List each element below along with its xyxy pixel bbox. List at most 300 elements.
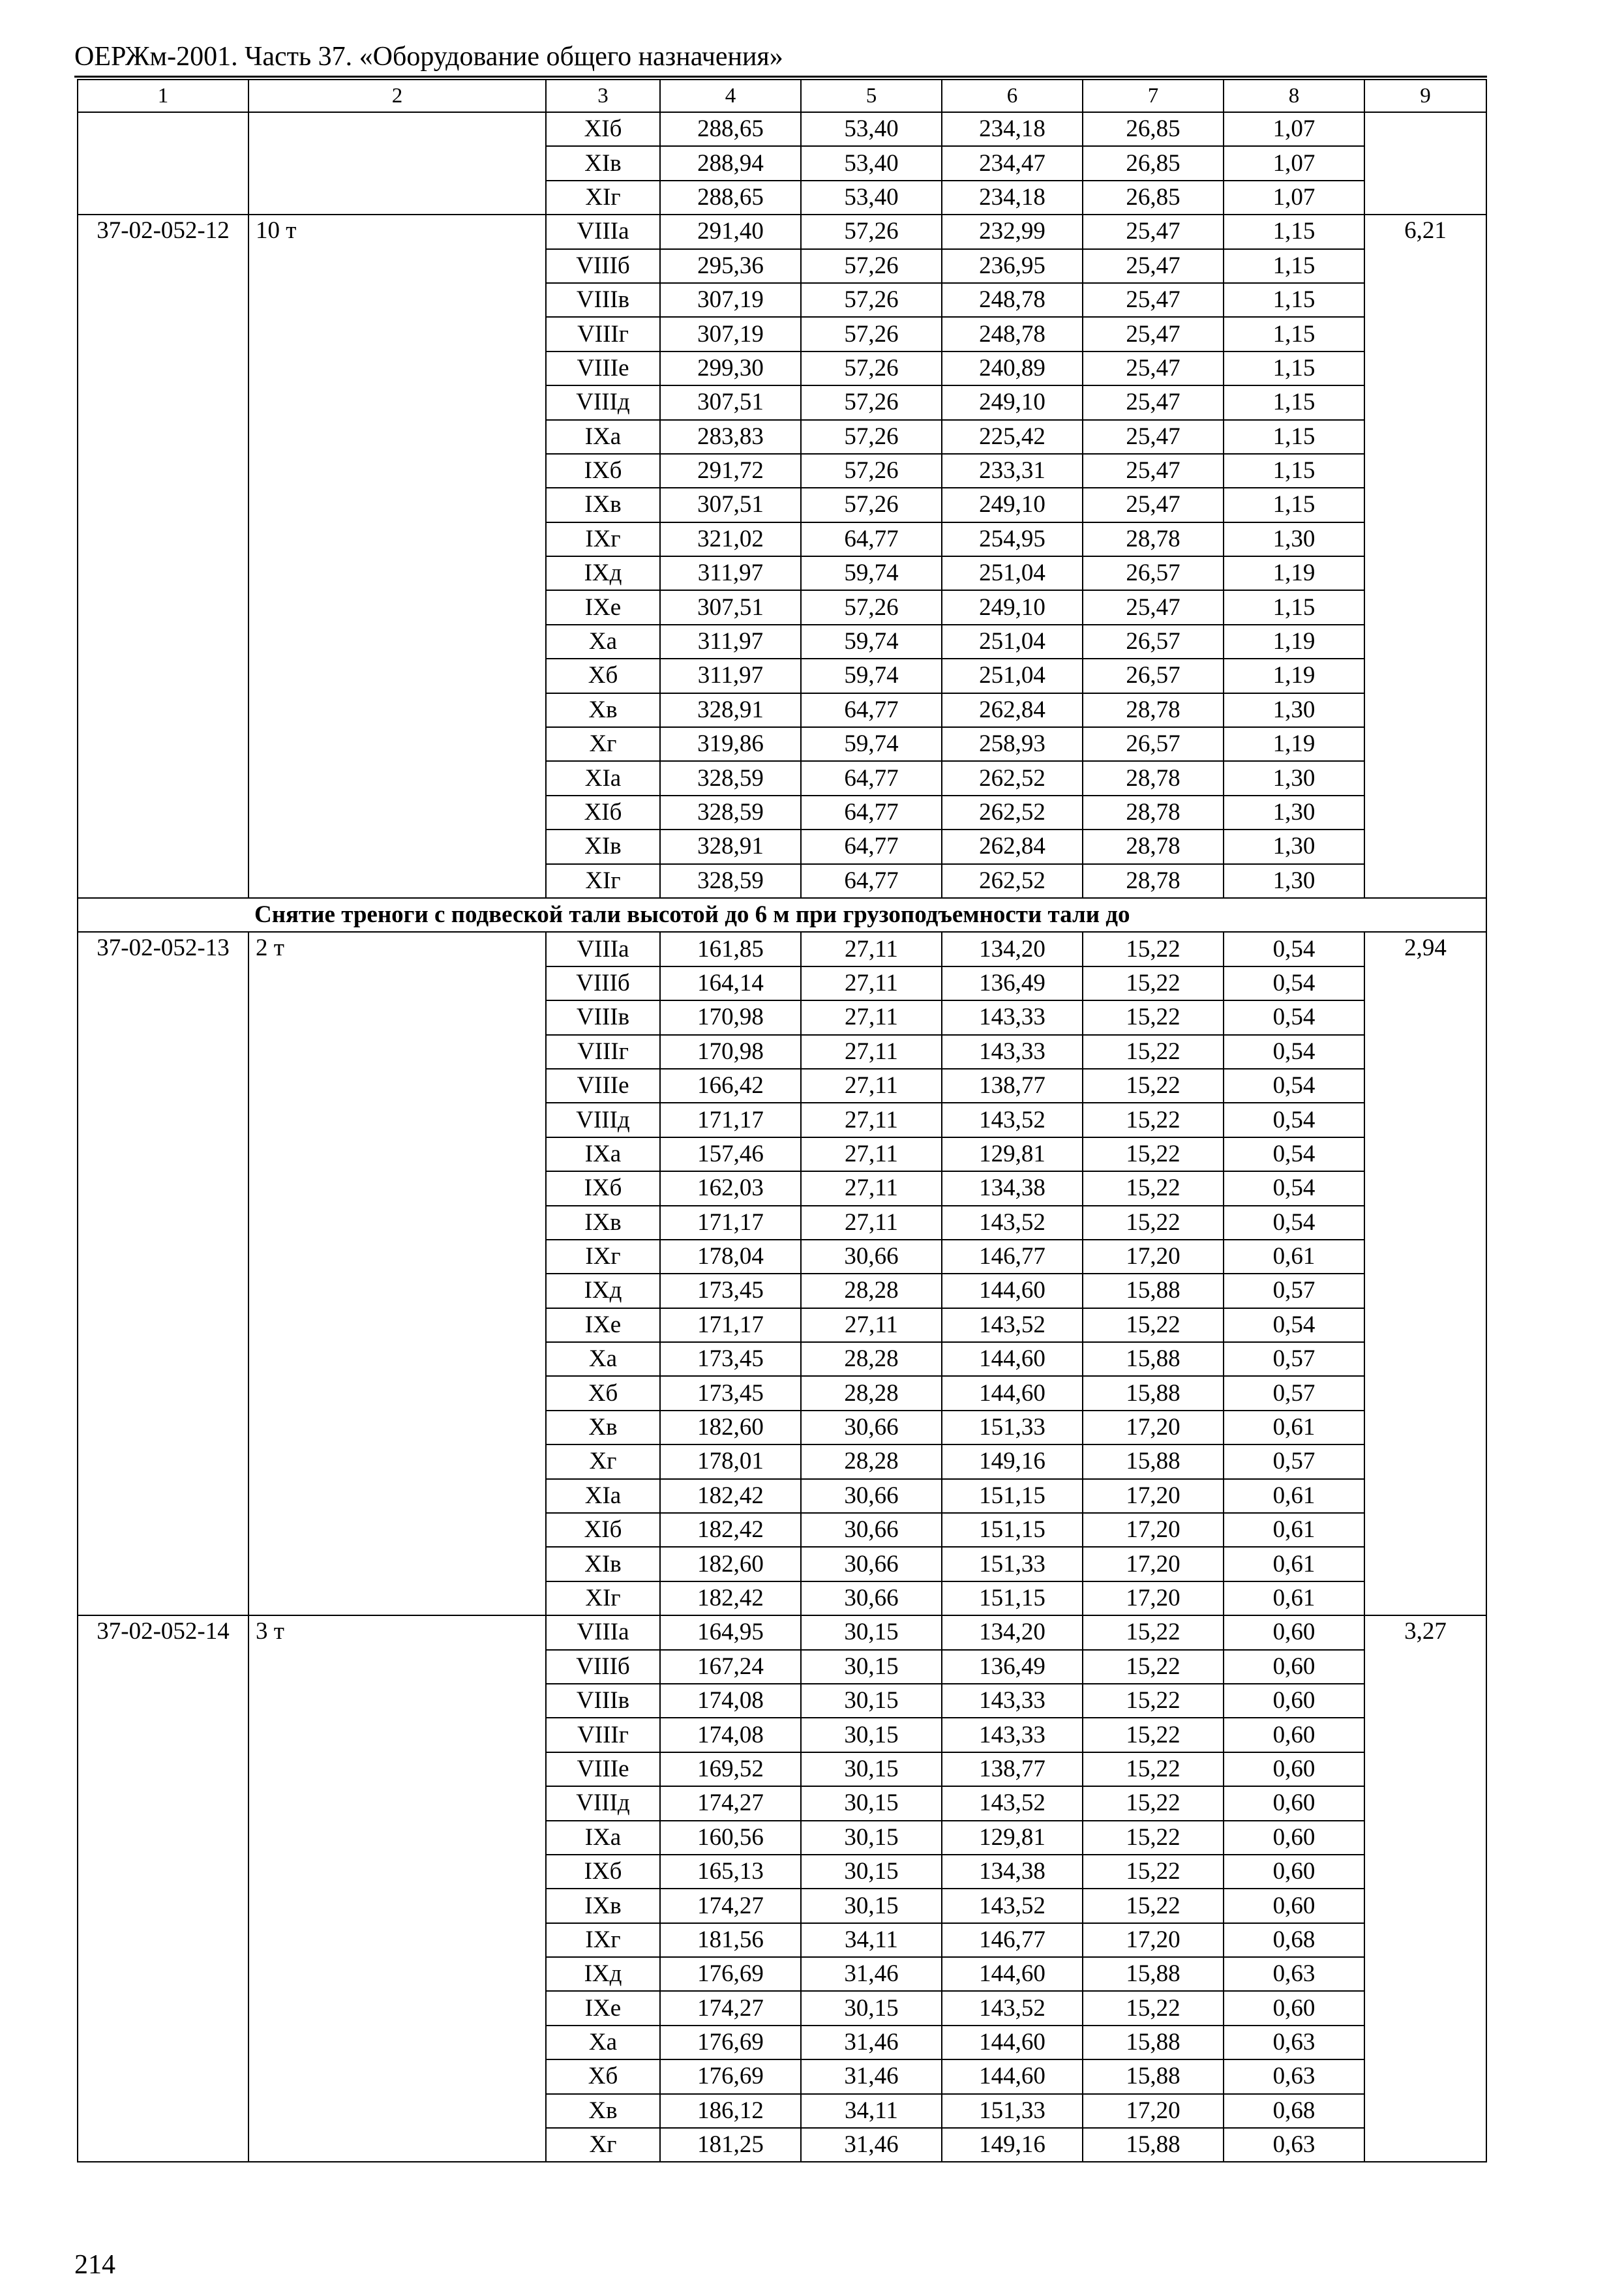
total-cost-cell: 169,52 [660, 1752, 801, 1786]
wages-cell: 57,26 [801, 215, 942, 248]
column-number-cell: 8 [1224, 80, 1364, 112]
table-row [78, 215, 1486, 248]
zone-cell: VIIIб [546, 1650, 660, 1684]
total-cost-cell: 174,08 [660, 1718, 801, 1752]
labor-cost-cell: 0,63 [1224, 2128, 1364, 2162]
wages-cell: 57,26 [801, 249, 942, 283]
zone-cell: Xв [546, 1411, 660, 1444]
machine-cost-cell: 144,60 [942, 1274, 1083, 1308]
total-cost-cell: 319,86 [660, 727, 801, 761]
machine-cost-cell: 136,49 [942, 966, 1083, 1000]
labor-cost-cell: 0,60 [1224, 1889, 1364, 1922]
wages-cell: 27,11 [801, 1308, 942, 1342]
total-cost-cell: 311,97 [660, 659, 801, 693]
machine-cost-cell: 129,81 [942, 1137, 1083, 1171]
machinist-wages-cell: 15,22 [1083, 1035, 1224, 1069]
machine-cost-cell: 249,10 [942, 590, 1083, 624]
wages-cell: 64,77 [801, 830, 942, 863]
machinist-wages-cell: 15,22 [1083, 1991, 1224, 2025]
labor-cost-cell: 0,60 [1224, 1991, 1364, 2025]
labor-cost-cell: 0,63 [1224, 2026, 1364, 2059]
rate-code-cell: 37-02-052-13 [78, 932, 248, 1615]
zone-cell: Xб [546, 1376, 660, 1410]
total-cost-cell: 174,27 [660, 1991, 801, 2025]
page-header-title: ОЕРЖм-2001. Часть 37. «Оборудование общего назначения» [74, 42, 783, 72]
total-cost-cell: 174,08 [660, 1684, 801, 1718]
wages-cell: 30,15 [801, 1786, 942, 1820]
machinist-wages-cell: 17,20 [1083, 1240, 1224, 1274]
machinist-wages-cell: 15,22 [1083, 932, 1224, 966]
col9-cell: 3,27 [1364, 1615, 1486, 2162]
zone-cell: VIIIг [546, 1718, 660, 1752]
wages-cell: 30,66 [801, 1411, 942, 1444]
machine-cost-cell: 151,15 [942, 1581, 1083, 1615]
machine-cost-cell: 143,52 [942, 1991, 1083, 2025]
machine-cost-cell: 143,33 [942, 1718, 1083, 1752]
zone-cell: IXд [546, 1957, 660, 1991]
wages-cell: 57,26 [801, 454, 942, 488]
labor-cost-cell: 1,30 [1224, 693, 1364, 727]
machinist-wages-cell: 28,78 [1083, 796, 1224, 830]
machine-cost-cell: 151,33 [942, 1547, 1083, 1581]
machine-cost-cell: 262,52 [942, 761, 1083, 795]
labor-cost-cell: 0,57 [1224, 1376, 1364, 1410]
machine-cost-cell: 151,33 [942, 2094, 1083, 2128]
zone-cell: VIIIв [546, 1000, 660, 1034]
machine-cost-cell: 143,52 [942, 1103, 1083, 1137]
total-cost-cell: 311,97 [660, 556, 801, 590]
labor-cost-cell: 1,30 [1224, 761, 1364, 795]
zone-cell: VIIIд [546, 385, 660, 419]
zone-cell: IXг [546, 1240, 660, 1274]
labor-cost-cell: 1,15 [1224, 385, 1364, 419]
machine-cost-cell: 236,95 [942, 249, 1083, 283]
machinist-wages-cell: 26,57 [1083, 727, 1224, 761]
labor-cost-cell: 1,15 [1224, 454, 1364, 488]
labor-cost-cell: 0,57 [1224, 1444, 1364, 1478]
wages-cell: 27,11 [801, 1000, 942, 1034]
section-title: Снятие треноги с подвеской тали высотой до 6 м при грузоподъемности тали до [78, 898, 1486, 932]
col9-cell: 2,94 [1364, 932, 1486, 1615]
total-cost-cell: 171,17 [660, 1206, 801, 1240]
total-cost-cell: 173,45 [660, 1376, 801, 1410]
total-cost-cell: 174,27 [660, 1889, 801, 1922]
total-cost-cell: 181,56 [660, 1923, 801, 1957]
machine-cost-cell: 144,60 [942, 1376, 1083, 1410]
total-cost-cell: 295,36 [660, 249, 801, 283]
labor-cost-cell: 0,54 [1224, 1206, 1364, 1240]
wages-cell: 64,77 [801, 522, 942, 556]
zone-cell: VIIIа [546, 932, 660, 966]
zone-cell: IXг [546, 522, 660, 556]
zone-cell: Xа [546, 625, 660, 659]
wages-cell: 31,46 [801, 2026, 942, 2059]
total-cost-cell: 182,42 [660, 1581, 801, 1615]
machine-cost-cell: 232,99 [942, 215, 1083, 248]
wages-cell: 27,11 [801, 1137, 942, 1171]
machinist-wages-cell: 15,22 [1083, 1855, 1224, 1889]
machinist-wages-cell: 17,20 [1083, 1479, 1224, 1513]
column-number-cell: 1 [78, 80, 248, 112]
labor-cost-cell: 0,61 [1224, 1479, 1364, 1513]
machinist-wages-cell: 15,22 [1083, 1103, 1224, 1137]
total-cost-cell: 173,45 [660, 1342, 801, 1376]
capacity-cell [248, 112, 546, 215]
page-number: 214 [74, 2250, 115, 2280]
machine-cost-cell: 134,20 [942, 932, 1083, 966]
machinist-wages-cell: 28,78 [1083, 864, 1224, 898]
table-row [78, 112, 1486, 146]
zone-cell: Xг [546, 2128, 660, 2162]
labor-cost-cell: 0,54 [1224, 1069, 1364, 1103]
machinist-wages-cell: 15,88 [1083, 1957, 1224, 1991]
wages-cell: 31,46 [801, 1957, 942, 1991]
machinist-wages-cell: 17,20 [1083, 1513, 1224, 1547]
zone-cell: VIIIб [546, 249, 660, 283]
labor-cost-cell: 0,57 [1224, 1342, 1364, 1376]
wages-cell: 30,15 [801, 1855, 942, 1889]
wages-cell: 27,11 [801, 932, 942, 966]
labor-cost-cell: 1,15 [1224, 420, 1364, 454]
total-cost-cell: 162,03 [660, 1171, 801, 1205]
zone-cell: VIIIд [546, 1103, 660, 1137]
labor-cost-cell: 0,54 [1224, 966, 1364, 1000]
wages-cell: 30,15 [801, 1752, 942, 1786]
wages-cell: 64,77 [801, 864, 942, 898]
wages-cell: 59,74 [801, 625, 942, 659]
zone-cell: Xв [546, 693, 660, 727]
zone-cell: IXв [546, 1889, 660, 1922]
zone-cell: VIIIе [546, 1752, 660, 1786]
total-cost-cell: 307,51 [660, 488, 801, 522]
wages-cell: 31,46 [801, 2128, 942, 2162]
labor-cost-cell: 0,61 [1224, 1240, 1364, 1274]
wages-cell: 53,40 [801, 146, 942, 180]
machinist-wages-cell: 28,78 [1083, 761, 1224, 795]
total-cost-cell: 283,83 [660, 420, 801, 454]
machine-cost-cell: 144,60 [942, 1957, 1083, 1991]
zone-cell: VIIIа [546, 215, 660, 248]
machinist-wages-cell: 15,22 [1083, 966, 1224, 1000]
zone-cell: IXг [546, 1923, 660, 1957]
zone-cell: VIIIа [546, 1615, 660, 1649]
machine-cost-cell: 234,18 [942, 181, 1083, 215]
total-cost-cell: 181,25 [660, 2128, 801, 2162]
header-rule [74, 76, 1487, 78]
wages-cell: 31,46 [801, 2059, 942, 2093]
column-number-cell: 4 [660, 80, 801, 112]
wages-cell: 27,11 [801, 966, 942, 1000]
total-cost-cell: 164,95 [660, 1615, 801, 1649]
labor-cost-cell: 1,19 [1224, 727, 1364, 761]
machine-cost-cell: 144,60 [942, 2059, 1083, 2093]
labor-cost-cell: 1,19 [1224, 556, 1364, 590]
wages-cell: 30,15 [801, 1821, 942, 1855]
zone-cell: XIб [546, 796, 660, 830]
total-cost-cell: 161,85 [660, 932, 801, 966]
machine-cost-cell: 138,77 [942, 1069, 1083, 1103]
zone-cell: XIб [546, 1513, 660, 1547]
labor-cost-cell: 0,63 [1224, 2059, 1364, 2093]
total-cost-cell: 170,98 [660, 1035, 801, 1069]
labor-cost-cell: 1,30 [1224, 522, 1364, 556]
labor-cost-cell: 0,60 [1224, 1615, 1364, 1649]
labor-cost-cell: 0,54 [1224, 1035, 1364, 1069]
machinist-wages-cell: 15,22 [1083, 1615, 1224, 1649]
machinist-wages-cell: 15,22 [1083, 1137, 1224, 1171]
labor-cost-cell: 0,54 [1224, 1308, 1364, 1342]
machine-cost-cell: 143,52 [942, 1206, 1083, 1240]
machine-cost-cell: 248,78 [942, 283, 1083, 317]
machinist-wages-cell: 25,47 [1083, 317, 1224, 351]
machinist-wages-cell: 25,47 [1083, 420, 1224, 454]
wages-cell: 64,77 [801, 693, 942, 727]
zone-cell: IXе [546, 1991, 660, 2025]
machine-cost-cell: 151,15 [942, 1513, 1083, 1547]
wages-cell: 27,11 [801, 1206, 942, 1240]
zone-cell: VIIIб [546, 966, 660, 1000]
wages-cell: 57,26 [801, 317, 942, 351]
zone-cell: IXа [546, 1137, 660, 1171]
machinist-wages-cell: 15,22 [1083, 1889, 1224, 1922]
machine-cost-cell: 234,18 [942, 112, 1083, 146]
total-cost-cell: 288,94 [660, 146, 801, 180]
zone-cell: IXб [546, 454, 660, 488]
total-cost-cell: 166,42 [660, 1069, 801, 1103]
labor-cost-cell: 1,07 [1224, 146, 1364, 180]
machinist-wages-cell: 28,78 [1083, 522, 1224, 556]
machinist-wages-cell: 15,22 [1083, 1786, 1224, 1820]
machinist-wages-cell: 15,88 [1083, 2128, 1224, 2162]
machinist-wages-cell: 15,22 [1083, 1821, 1224, 1855]
machinist-wages-cell: 15,88 [1083, 1274, 1224, 1308]
total-cost-cell: 328,59 [660, 761, 801, 795]
zone-cell: IXе [546, 1308, 660, 1342]
total-cost-cell: 182,42 [660, 1479, 801, 1513]
zone-cell: XIа [546, 761, 660, 795]
machine-cost-cell: 134,38 [942, 1171, 1083, 1205]
total-cost-cell: 173,45 [660, 1274, 801, 1308]
wages-cell: 30,15 [801, 1991, 942, 2025]
zone-cell: IXв [546, 488, 660, 522]
zone-cell: IXб [546, 1855, 660, 1889]
wages-cell: 59,74 [801, 727, 942, 761]
zone-cell: VIIIд [546, 1786, 660, 1820]
machinist-wages-cell: 26,85 [1083, 112, 1224, 146]
machine-cost-cell: 143,33 [942, 1000, 1083, 1034]
machine-cost-cell: 143,52 [942, 1889, 1083, 1922]
machine-cost-cell: 225,42 [942, 420, 1083, 454]
labor-cost-cell: 0,61 [1224, 1547, 1364, 1581]
zone-cell: VIIIе [546, 1069, 660, 1103]
wages-cell: 27,11 [801, 1035, 942, 1069]
total-cost-cell: 328,59 [660, 796, 801, 830]
machinist-wages-cell: 15,22 [1083, 1684, 1224, 1718]
labor-cost-cell: 1,15 [1224, 249, 1364, 283]
total-cost-cell: 307,19 [660, 317, 801, 351]
total-cost-cell: 170,98 [660, 1000, 801, 1034]
total-cost-cell: 288,65 [660, 112, 801, 146]
zone-cell: VIIIе [546, 352, 660, 385]
wages-cell: 30,15 [801, 1889, 942, 1922]
labor-cost-cell: 0,54 [1224, 932, 1364, 966]
zone-cell: IXе [546, 590, 660, 624]
wages-cell: 30,15 [801, 1718, 942, 1752]
machine-cost-cell: 258,93 [942, 727, 1083, 761]
column-number-cell: 9 [1364, 80, 1486, 112]
machinist-wages-cell: 15,22 [1083, 1206, 1224, 1240]
labor-cost-cell: 1,30 [1224, 830, 1364, 863]
zone-cell: XIг [546, 864, 660, 898]
machine-cost-cell: 143,33 [942, 1035, 1083, 1069]
zone-cell: XIг [546, 181, 660, 215]
wages-cell: 53,40 [801, 181, 942, 215]
section-title-row [78, 898, 1486, 932]
total-cost-cell: 171,17 [660, 1103, 801, 1137]
total-cost-cell: 307,19 [660, 283, 801, 317]
wages-cell: 28,28 [801, 1342, 942, 1376]
machinist-wages-cell: 25,47 [1083, 352, 1224, 385]
wages-cell: 30,66 [801, 1581, 942, 1615]
labor-cost-cell: 1,15 [1224, 352, 1364, 385]
machine-cost-cell: 254,95 [942, 522, 1083, 556]
total-cost-cell: 328,91 [660, 830, 801, 863]
machine-cost-cell: 144,60 [942, 2026, 1083, 2059]
labor-cost-cell: 1,15 [1224, 590, 1364, 624]
labor-cost-cell: 0,60 [1224, 1855, 1364, 1889]
zone-cell: IXд [546, 1274, 660, 1308]
total-cost-cell: 182,42 [660, 1513, 801, 1547]
labor-cost-cell: 0,60 [1224, 1752, 1364, 1786]
zone-cell: IXб [546, 1171, 660, 1205]
labor-cost-cell: 1,30 [1224, 796, 1364, 830]
machinist-wages-cell: 25,47 [1083, 283, 1224, 317]
machinist-wages-cell: 15,22 [1083, 1308, 1224, 1342]
machine-cost-cell: 151,15 [942, 1479, 1083, 1513]
capacity-cell: 3 т [248, 1615, 546, 2162]
wages-cell: 30,66 [801, 1547, 942, 1581]
wages-cell: 57,26 [801, 283, 942, 317]
wages-cell: 30,15 [801, 1615, 942, 1649]
machinist-wages-cell: 15,88 [1083, 2059, 1224, 2093]
wages-cell: 30,66 [801, 1240, 942, 1274]
labor-cost-cell: 0,68 [1224, 2094, 1364, 2128]
machinist-wages-cell: 26,57 [1083, 659, 1224, 693]
wages-cell: 28,28 [801, 1444, 942, 1478]
col9-cell [1364, 112, 1486, 215]
total-cost-cell: 171,17 [660, 1308, 801, 1342]
total-cost-cell: 182,60 [660, 1411, 801, 1444]
total-cost-cell: 178,01 [660, 1444, 801, 1478]
labor-cost-cell: 0,54 [1224, 1000, 1364, 1034]
column-number-cell: 2 [248, 80, 546, 112]
labor-cost-cell: 0,60 [1224, 1821, 1364, 1855]
machine-cost-cell: 251,04 [942, 659, 1083, 693]
col9-cell: 6,21 [1364, 215, 1486, 898]
wages-cell: 57,26 [801, 590, 942, 624]
total-cost-cell: 307,51 [660, 590, 801, 624]
column-number-row [78, 80, 1486, 112]
labor-cost-cell: 0,54 [1224, 1103, 1364, 1137]
total-cost-cell: 176,69 [660, 1957, 801, 1991]
machine-cost-cell: 138,77 [942, 1752, 1083, 1786]
capacity-cell: 2 т [248, 932, 546, 1615]
total-cost-cell: 164,14 [660, 966, 801, 1000]
labor-cost-cell: 1,15 [1224, 283, 1364, 317]
machine-cost-cell: 233,31 [942, 454, 1083, 488]
machinist-wages-cell: 15,22 [1083, 1718, 1224, 1752]
machine-cost-cell: 143,33 [942, 1684, 1083, 1718]
machinist-wages-cell: 26,85 [1083, 146, 1224, 180]
machine-cost-cell: 149,16 [942, 1444, 1083, 1478]
total-cost-cell: 182,60 [660, 1547, 801, 1581]
total-cost-cell: 176,69 [660, 2026, 801, 2059]
wages-cell: 57,26 [801, 385, 942, 419]
machine-cost-cell: 136,49 [942, 1650, 1083, 1684]
capacity-cell: 10 т [248, 215, 546, 898]
machine-cost-cell: 146,77 [942, 1923, 1083, 1957]
total-cost-cell: 165,13 [660, 1855, 801, 1889]
column-number-cell: 3 [546, 80, 660, 112]
machinist-wages-cell: 17,20 [1083, 1547, 1224, 1581]
wages-cell: 30,66 [801, 1513, 942, 1547]
labor-cost-cell: 0,54 [1224, 1171, 1364, 1205]
column-number-cell: 5 [801, 80, 942, 112]
labor-cost-cell: 0,61 [1224, 1411, 1364, 1444]
machine-cost-cell: 262,84 [942, 693, 1083, 727]
wages-cell: 64,77 [801, 761, 942, 795]
total-cost-cell: 288,65 [660, 181, 801, 215]
machinist-wages-cell: 25,47 [1083, 590, 1224, 624]
labor-cost-cell: 1,07 [1224, 112, 1364, 146]
wages-cell: 28,28 [801, 1274, 942, 1308]
labor-cost-cell: 1,30 [1224, 864, 1364, 898]
wages-cell: 28,28 [801, 1376, 942, 1410]
machine-cost-cell: 144,60 [942, 1342, 1083, 1376]
zone-cell: Xб [546, 2059, 660, 2093]
machine-cost-cell: 134,38 [942, 1855, 1083, 1889]
machine-cost-cell: 234,47 [942, 146, 1083, 180]
rate-code-cell: 37-02-052-12 [78, 215, 248, 898]
labor-cost-cell: 0,54 [1224, 1137, 1364, 1171]
machinist-wages-cell: 15,88 [1083, 2026, 1224, 2059]
wages-cell: 59,74 [801, 556, 942, 590]
zone-cell: XIв [546, 146, 660, 180]
machinist-wages-cell: 15,88 [1083, 1444, 1224, 1478]
labor-cost-cell: 0,57 [1224, 1274, 1364, 1308]
labor-cost-cell: 1,19 [1224, 659, 1364, 693]
total-cost-cell: 174,27 [660, 1786, 801, 1820]
zone-cell: XIв [546, 1547, 660, 1581]
labor-cost-cell: 1,15 [1224, 488, 1364, 522]
machinist-wages-cell: 28,78 [1083, 830, 1224, 863]
machinist-wages-cell: 26,85 [1083, 181, 1224, 215]
labor-cost-cell: 0,60 [1224, 1684, 1364, 1718]
machine-cost-cell: 240,89 [942, 352, 1083, 385]
machinist-wages-cell: 17,20 [1083, 1923, 1224, 1957]
machinist-wages-cell: 28,78 [1083, 693, 1224, 727]
machinist-wages-cell: 17,20 [1083, 1411, 1224, 1444]
total-cost-cell: 291,40 [660, 215, 801, 248]
machine-cost-cell: 249,10 [942, 385, 1083, 419]
zone-cell: Xв [546, 2094, 660, 2128]
total-cost-cell: 160,56 [660, 1821, 801, 1855]
data-table [77, 79, 1487, 2162]
machine-cost-cell: 248,78 [942, 317, 1083, 351]
machinist-wages-cell: 15,22 [1083, 1000, 1224, 1034]
machine-cost-cell: 262,84 [942, 830, 1083, 863]
total-cost-cell: 176,69 [660, 2059, 801, 2093]
